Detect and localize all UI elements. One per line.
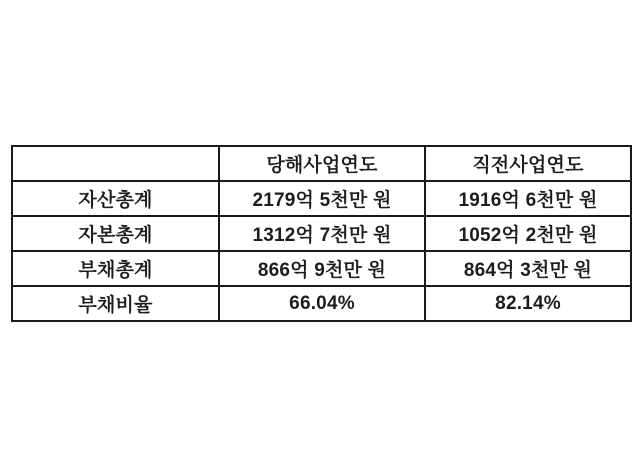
row-label-total-liabilities: 부채총계 (12, 251, 219, 286)
table-header-row (12, 146, 631, 181)
table-row-total-assets (12, 181, 631, 216)
debt-ratio-previous-value: 82.14% (425, 286, 631, 321)
row-label-total-equity: 자본총계 (12, 216, 219, 251)
row-label-debt-ratio: 부채비율 (12, 286, 219, 321)
total-assets-previous-value: 1916억 6천만 원 (425, 181, 631, 216)
row-label-total-assets: 자산총계 (12, 181, 219, 216)
header-previous-fiscal-year: 직전사업연도 (425, 146, 631, 181)
total-equity-previous-value: 1052억 2천만 원 (425, 216, 631, 251)
table-row-total-liabilities (12, 251, 631, 286)
table-row-debt-ratio (12, 286, 631, 321)
debt-ratio-current-value: 66.04% (219, 286, 425, 321)
table-row-total-equity (12, 216, 631, 251)
header-empty-cell (12, 146, 219, 181)
total-equity-current-value: 1312억 7천만 원 (219, 216, 425, 251)
header-current-fiscal-year: 당해사업연도 (219, 146, 425, 181)
total-liabilities-previous-value: 864억 3천만 원 (425, 251, 631, 286)
financial-summary-table (11, 145, 632, 322)
total-liabilities-current-value: 866억 9천만 원 (219, 251, 425, 286)
total-assets-current-value: 2179억 5천만 원 (219, 181, 425, 216)
